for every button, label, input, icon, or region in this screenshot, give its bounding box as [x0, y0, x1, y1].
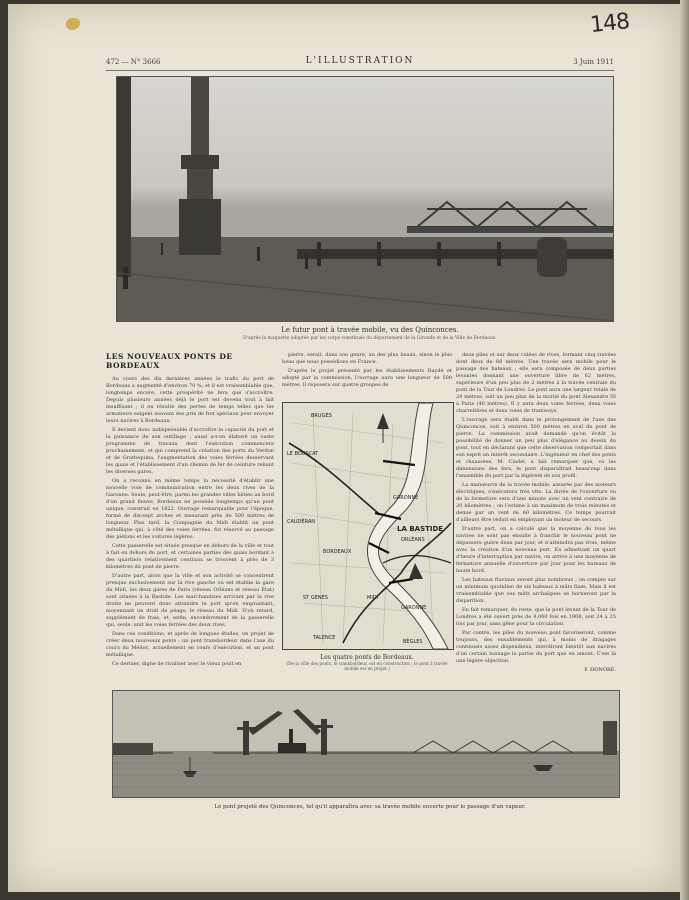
paragraph: Au cours des dix dernières années le trafic du port de Bordeaux a augmenté d'environ 70 %, et il est vraisemblable que, longtemps encore, cette prospérité ne fera que s'accroître. Depuis plusieurs années déjà le port est devenu tout à fait insuffisant ; il en résulte des pertes de temps telles que les armateurs exigent souvent des prix de fret spéciaux pour envoyer leurs navires à Bordeaux. [106, 376, 274, 424]
paragraph: Par contre, les piles du nouveau pont favoriseront, comme toujours, des ensablements qui, à moins de dragages continuels assez dispendieux, interdiront bientôt aux navires d'un certain tonnage la partie du port que en amont. C'est là une légère objection. [456, 630, 616, 664]
map-label-midi: MIDI [367, 595, 379, 601]
map-subcaption: (De la ville des ponts, le transbordeur, est en construction ; le pont à travée mobile est en projet.) [286, 661, 448, 671]
photo1-credit: D'après la maquette adoptée par les corps constitués du département de la Gironde et de la Ville de Bordeaux. [243, 336, 497, 341]
page-edge [680, 0, 689, 900]
map-label-orleans: ORLÉANS [401, 537, 425, 543]
page-number: 472 — N° 3666 [106, 58, 161, 66]
author-signature: F. HONORÉ. [584, 667, 616, 673]
photo2-caption: Le pont projeté des Quinconces, tel qu'il apparaîtra avec sa travée mobile ouverte pour le passage d'un vapeur. [214, 804, 526, 810]
photo1-caption: Le futur pont à travée mobile, vu des Quinconces. [281, 326, 459, 334]
paragraph: deux piles et sur deux culées de rives, formant cinq travées dont deux de 88 mètres. Une travée sera mobile pour le passage des bateaux ; elle sera composée de deux parties levantes donnant une ouverture libre de 62 mètres, supérieure d'un peu plus de 2 mètres à la travée centrale du pont de la Tour de Londres. Le pont aura une largeur totale de 24 mètres, soit un peu plus de la moitié du pont Alexandre III à Paris (40 mètres). Il y aura deux voies ferrées, deux voies charretières et deux voies de tramways. [456, 352, 616, 414]
issue-date: 3 Juin 1911 [573, 58, 614, 66]
bridge-photo-quinconces [116, 76, 614, 322]
map-label-garonne-lower: GARONNE [401, 605, 427, 611]
map-label-st-genes: ST GENÈS [303, 595, 328, 601]
map-label-cauderan: CAUDÉRAN [287, 519, 316, 525]
map-label-la-bastide: LA BASTIDE [397, 525, 444, 533]
paragraph: D'autre part, alors que la ville et son activité se concentrent presque exclusivement sur la rive gauche où est établie la gare du Midi, les deux gares de Paris (réseau Orléans et réseau État) sont situées à la Bastide. Les marchandises arrivant par la rive droite ne peuvent donc atteindre le port qu'en empruntant, moyennant un droit de péage, le réseau du Midi. D'où retard, supplément de frais, et, enfin, encombrement de la passerelle qui, seule, unit les voies ferrées des deux rives. [106, 573, 274, 628]
map-label-talence: TALENCE [313, 635, 336, 641]
paragraph: pierre, serait, dans son genre, un des plus beaux, sinon le plus beau que nous possédions en France. [282, 352, 452, 365]
article-column-2 [282, 352, 452, 391]
paragraph: D'autre part, on a calculé que la moyenne de tous les navires ne sont pas ensuite à franchir le nouveau pont ne dépassera guère deux par jour, et n'atteindra pas trois, même avec la création d'un nouveau port. En admettant un quart d'heure d'interruption par navire, on arrive à une moyenne de fermeture annuelle d'ouverture par jour pour les bateaux de haute bord. [456, 526, 616, 574]
map-drawing [283, 403, 453, 649]
article-title: LES NOUVEAUX PONTS DE BORDEAUX [106, 352, 233, 370]
paragraph: On a reconnu en même temps la nécessité d'établir une nouvelle voie de communication entre les deux rives de la Garonne. Seule, peut-être, parmi les grandes villes bâties au bord d'un grand fleuve, Bordeaux ne possède longtemps qu'un pont unique, construit en 1822. Ouvrage remarquable pour l'époque, formé de dix-sept arches et mesurant près de 500 mètres de longueur. Plus tard, la Compagnie du Midi établit un pont métallique qui, à côté des voies ferrées, fut réservé au passage des piétons et les voitures légères. [106, 478, 274, 540]
map-label-bordeaux: BORDEAUX [323, 549, 352, 555]
paragraph: Les bateaux fluviaux seront plus nombreux ; on compte sur un minimum quotidien de six bateaux à mâts fixes. Mais il est vraisemblable que ces mâts archaïques se borneront par la disparition. [456, 577, 616, 604]
margin-note: 148 [588, 9, 631, 39]
paragraph: L'ouvrage sera établi dans le prolongement de l'axe des Quinconces, soit à environ 500 mètres en aval du pont de pierre. La commission avait demandé qu'on évitât la possibilité de donner un peu plus d'élégance au dessin du pont, tout en déclarant que cette observation comportait dans son esprit un intérêt secondaire. L'ingénieur en chef des ponts et chaussées, M. Cladel, a fait remarquer que, vu les dimensions des fers, le pont disparaîtrait beaucoup dans l'ensemble du port par la légèreté de son profil. [456, 417, 616, 479]
bordeaux-bridges-map [282, 402, 454, 650]
paragraph: En fait remarquer, du reste, que le pont levant de la Tour de Londres a été ouvert près de 9.000 fois en 1908, soit 24 à 25 fois par jour, sans gêne pour la circulation. [456, 607, 616, 627]
article-column-3 [456, 352, 616, 673]
paragraph: Il devient donc indispensable d'accroître la capacité du port et la puissance de son outillage ; aussi a-t-on élaboré un vaste programme de travaux dont l'exécution commencera prochainement, et qui comprend la création des ports du Verdon et de Grattequina, l'augmentation des voies ferrées desservant les quais et l'établissement d'un chemin de fer de ceinture reliant les diverses gares. [106, 427, 274, 475]
page-header [106, 56, 614, 71]
bridge-illustration-drawing [113, 691, 619, 797]
map-label-le-bouscat: LE BOUSCAT [287, 451, 319, 457]
map-caption: Les quatre ponts de Bordeaux. [320, 654, 414, 661]
masthead: L'ILLUSTRATION [305, 56, 415, 66]
article-column-1 [106, 352, 274, 670]
bridge-illustration-open-span [112, 690, 620, 798]
paragraph: Cette passerelle est située presque en dehors de la ville et tout à fait en dehors du port, et certaines parties des quais bordant à des quartiers relativement centraux se trouvent à près de 3 kilomètres du pont de pierre. [106, 543, 274, 570]
paragraph: Ce dernier, digne de rivaliser avec le vieux pont en [112, 661, 242, 667]
paragraph: D'après le projet présenté par les établissements Daydé et adopté par la commission, l'ouvrage aura une longueur de 500 mètres. Il reposera sur quatre groupes de [282, 368, 452, 388]
paragraph: Dans ces conditions, et après de longues études, un projet de créer deux nouveaux ponts : un pont transbordeur dans l'axe du cours du Médoc, actuellement en cours d'exécution, et un pont métallique. [106, 631, 274, 658]
paragraph: La manœuvre de la travée mobile, assurée par des moteurs électriques, s'exécutera très vite. La durée de l'ouverture ou de la fermeture sera d'une minute avec un vent contraire de 20 kilomètres ; on l'estime à un maximum de trois minutes et demie par un vent de 60 kilomètres. Ce temps pourrait d'ailleurs être réduit en employant un moteur de secours. [456, 482, 616, 523]
map-label-garonne-upper: GARONNE [393, 495, 419, 501]
map-caption-block [282, 654, 452, 671]
map-label-begles: BÈGLES [403, 639, 423, 645]
map-label-bruges: BRUGES [311, 413, 332, 419]
bridge-photo-drawing [117, 77, 613, 321]
